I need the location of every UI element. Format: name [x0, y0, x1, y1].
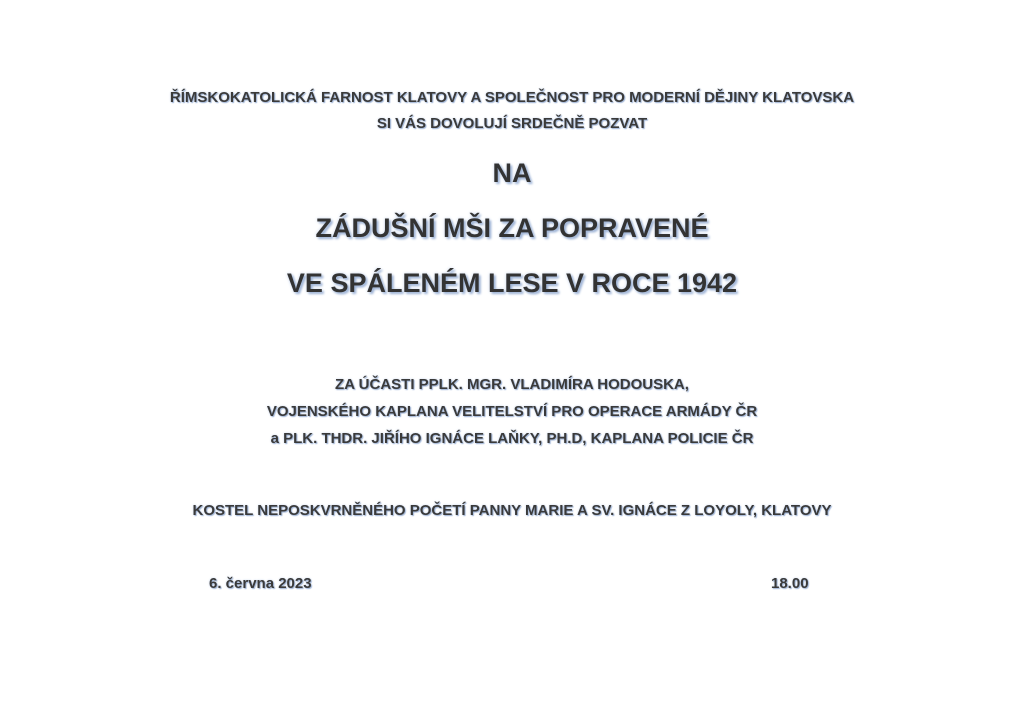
- guests-line-2: VOJENSKÉHO KAPLANA VELITELSTVÍ PRO OPERACE ARMÁDY ČR: [266, 403, 758, 420]
- guests-line-1: ZA ÚČASTI PPLK. MGR. VLADIMÍRA HODOUSKA,: [335, 376, 689, 393]
- title-na: NA: [492, 158, 532, 188]
- title-line-2: VE SPÁLENÉM LESE V ROCE 1942: [286, 268, 738, 298]
- host-line-1: ŘÍMSKOKATOLICKÁ FARNOST KLATOVY A SPOLEČNOST PRO MODERNÍ DĚJINY KLATOVSKA: [169, 89, 855, 106]
- guests-line-3: a PLK. THDR. JIŘÍHO IGNÁCE LAŇKY, PH.D, KAPLANA POLICIE ČR: [270, 430, 754, 447]
- title-line-1: ZÁDUŠNÍ MŠI ZA POPRAVENÉ: [315, 213, 709, 243]
- host-line-2: SI VÁS DOVOLUJÍ SRDEČNĚ POZVAT: [376, 115, 648, 132]
- event-date: 6. června 2023: [209, 575, 312, 592]
- event-time: 18.00: [771, 575, 809, 592]
- venue: KOSTEL NEPOSKVRNĚNÉHO POČETÍ PANNY MARIE A SV. IGNÁCE Z LOYOLY, KLATOVY: [192, 502, 832, 519]
